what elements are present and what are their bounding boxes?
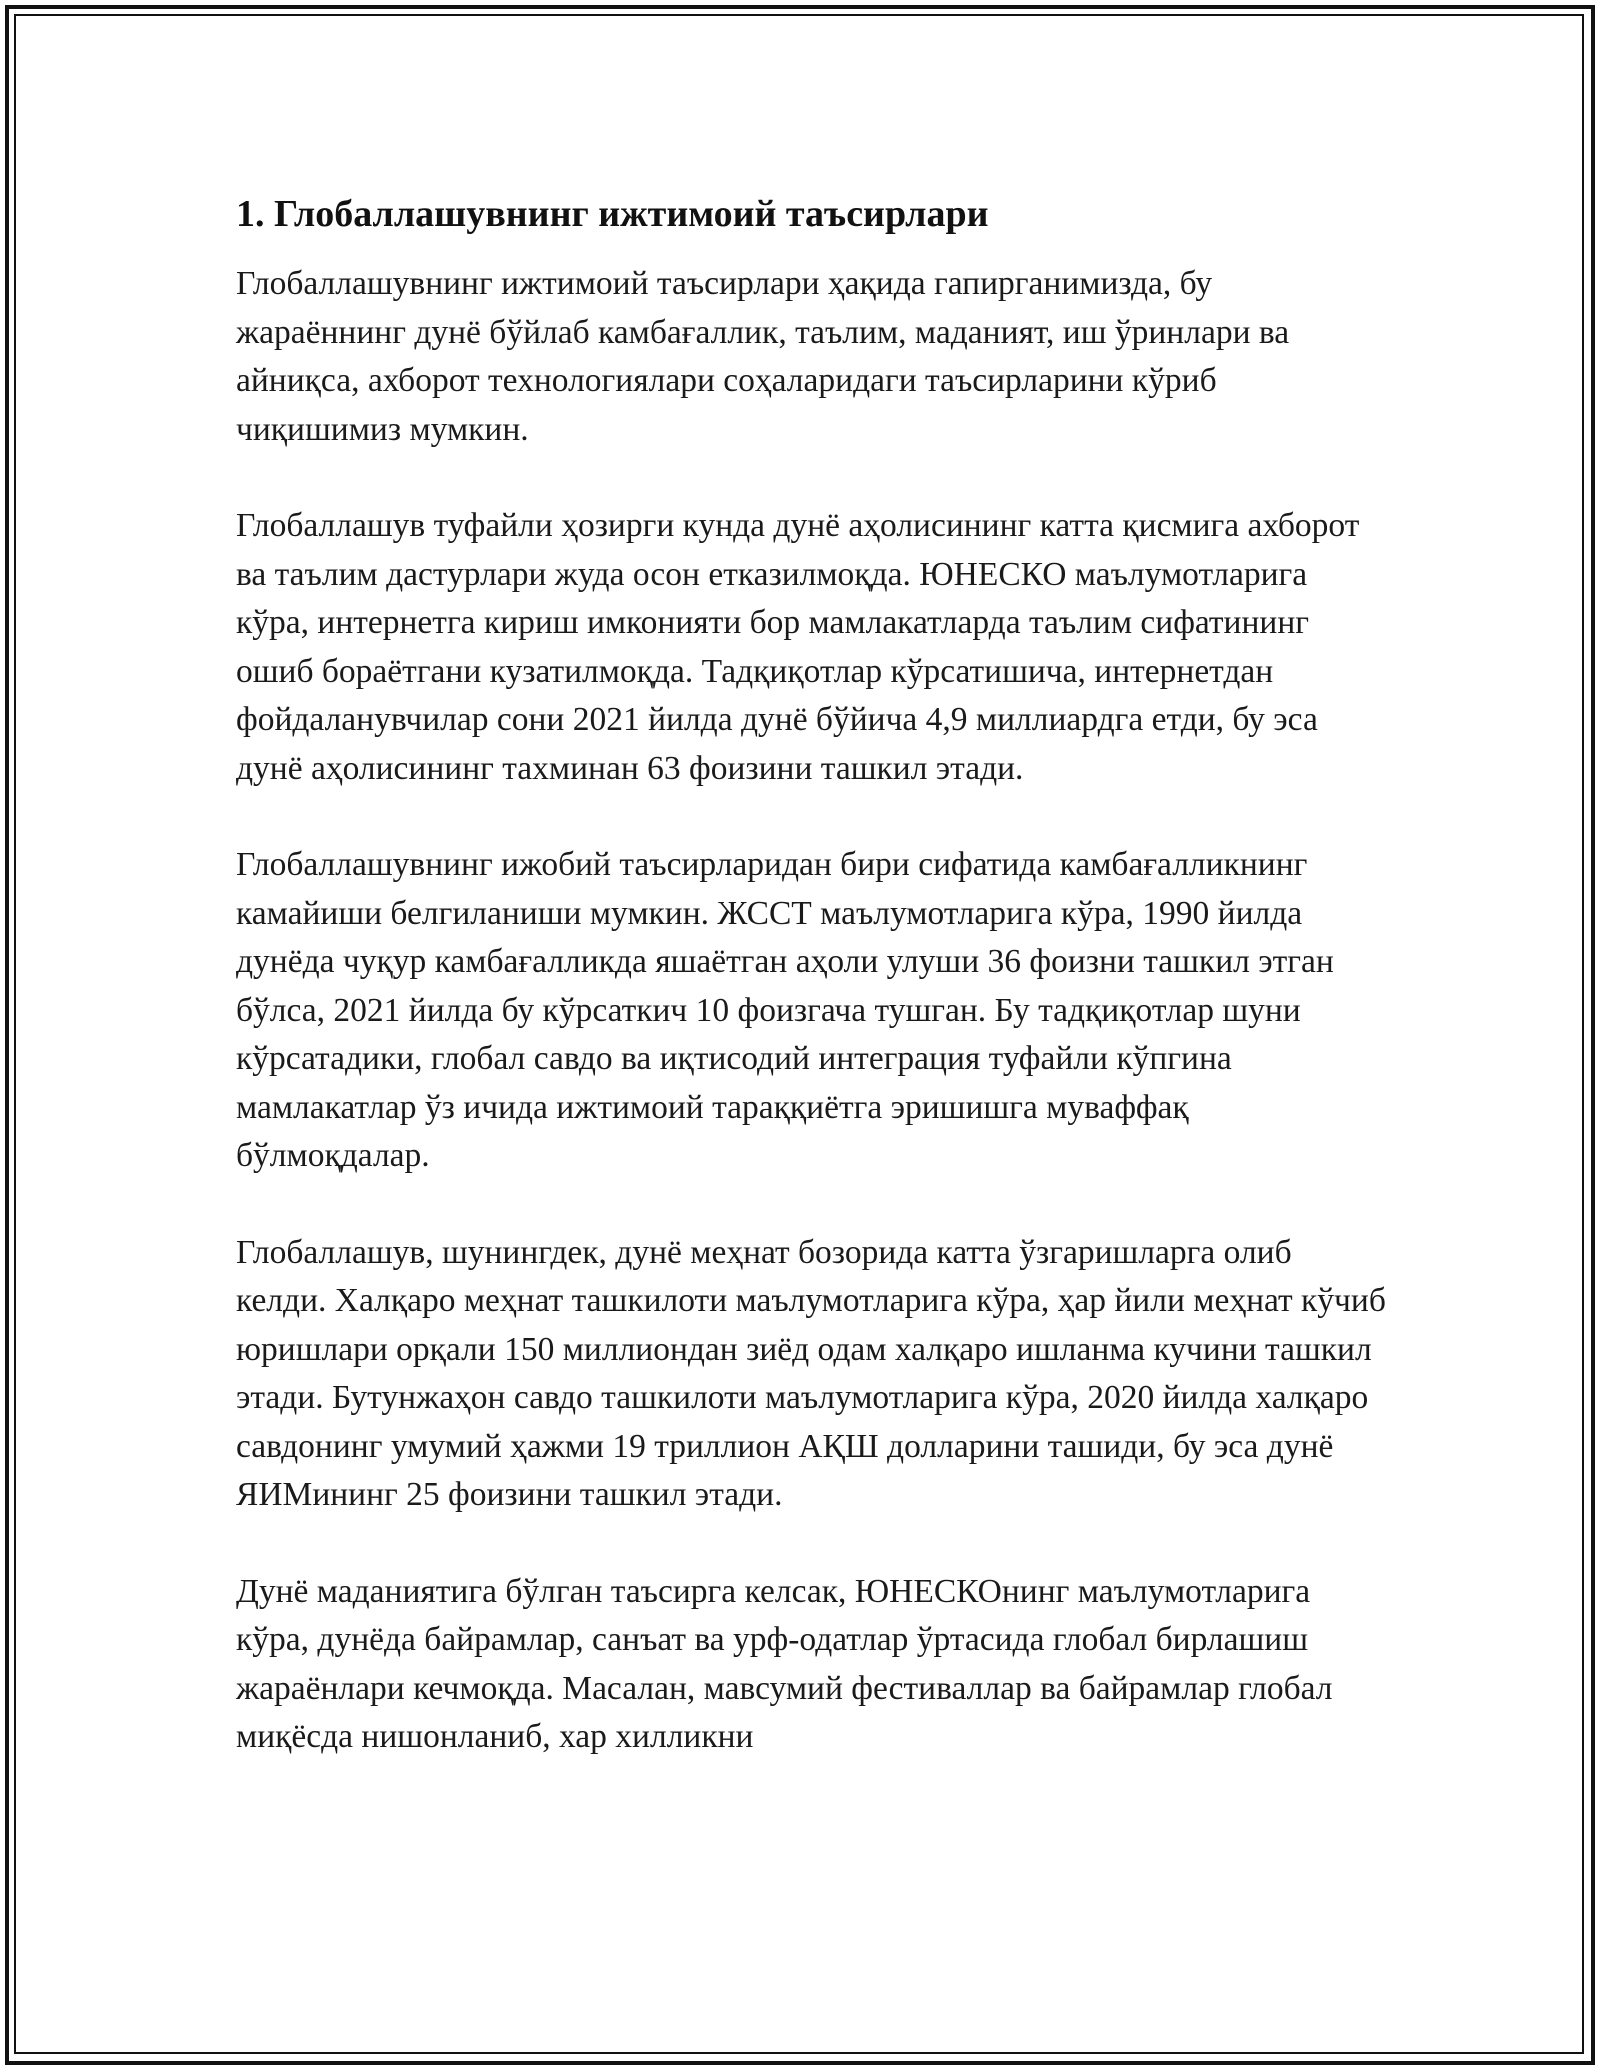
paragraph-culture: Дунё маданиятига бўлган таъсирга келсак, ЮНЕСКОнинг маълумотларига кўра, дунёда байрамлар, санъат ва урф-одатлар ўртасида глобал бирлашиш жараёнлари кечмоқда. Масалан, мавсумий фестиваллар ва байрамлар глобал миқёсда нишонланиб, хар хилликни: [236, 1572, 1333, 1755]
paragraph-poverty: Глобаллашувнинг ижобий таъсирларидан бири сифатида камбағалликнинг камайиши белгиланиши мумкин. ЖССТ маълумотларига кўра, 1990 йилда дунёда чуқур камбағалликда яшаётган аҳоли улуши 36 фоизни ташкил этган бўлса, 2021 йилда бу кўрсаткич 10 фоизгача тушган. Бу тадқиқотлар шуни кўрсатадики, глобал савдо ва иқтисодий интеграция туфайли кўпгина мамлакатлар ўз ичида ижтимоий тараққиётга эришишга муваффақ бўлмоқдалар.: [236, 846, 1334, 1174]
document-body: [236, 186, 1386, 1762]
section-heading: 1. Глобаллашувнинг ижтимоий таъсирлари: [236, 193, 989, 235]
paragraph-intro: Глобаллашувнинг ижтимоий таъсирлари ҳақида гапирганимизда, бу жараённинг дунё бўйлаб камбағаллик, таълим, маданият, иш ўринлари ва айниқса, ахборот технологиялари соҳаларидаги таъсирларини кўриб чиқишимиз мумкин.: [236, 265, 1290, 448]
paragraph-labor: Глобаллашув, шунингдек, дунё меҳнат бозорида катта ўзгаришларга олиб келди. Халқаро меҳнат ташкилоти маълумотларига кўра, ҳар йили меҳнат кўчиб юришлари орқали 150 миллиондан зиёд одам халқаро ишланма кучини ташкил этади. Бутунжаҳон савдо ташкилоти маълумотларига кўра, 2020 йилда халқаро савдонинг умумий ҳажми 19 триллион АҚШ долларини ташиди, бу эса дунё ЯИМининг 25 фоизини ташкил этади.: [236, 1233, 1386, 1513]
paragraph-education: Глобаллашув туфайли ҳозирги кунда дунё аҳолисининг катта қисмига ахборот ва таълим дастурлари жуда осон етказилмоқда. ЮНЕСКО маълумотларига кўра, интернетга кириш имконияти бор мамлакатларда таълим сифатининг ошиб бораётгани кузатилмоқда. Тадқиқотлар кўрсатишича, интернетдан фойдаланувчилар сони 2021 йилда дунё бўйича 4,9 миллиардга етди, бу эса дунё аҳолисининг тахминан 63 фоизини ташкил этади.: [236, 507, 1360, 787]
